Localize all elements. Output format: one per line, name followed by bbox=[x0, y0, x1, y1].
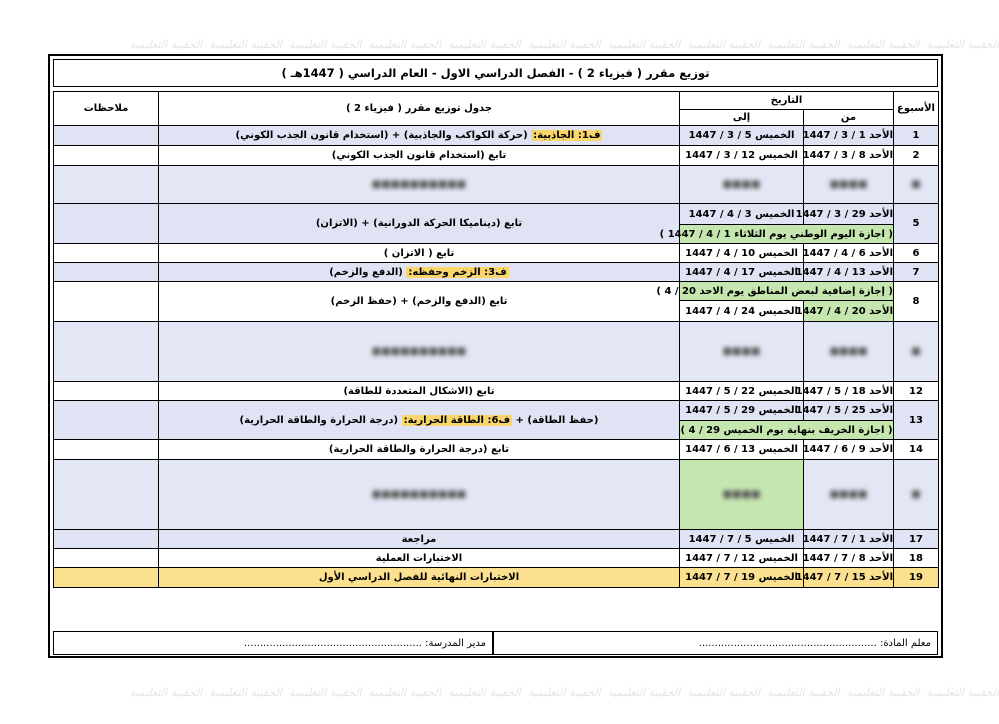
header-from: من bbox=[804, 110, 894, 126]
page-title: توزيع مقرر ( فيزياء 2 ) - الفصل الدراسي الاول - العام الدراسي ( 1447هـ ) bbox=[53, 59, 938, 87]
chapter-highlight: ف6: الطاقة الحرارية: bbox=[403, 414, 511, 426]
schedule-table: الأسبوع التاريخ جدول توزيع مقرر ( فيزياء 2 ) ملاحظات من إلى 1 الأحد 1 / 3 / 1447 الخميس 5 / 3 / 1447 ف1: الجاذبية: (حركة الكواكب والجاذبية) + (استخدام قانون الجذب الكوني) 2 الأحد 8 / 3 / 1447 الخميس 12 / 3 / 1447 تابع (استخدام قانون الجذب الكوني) ■ ■■■■ ■■■■ ■■■■■■■■■■ 5 الأحد 29 / 3 / 1447 الخميس 3 / 4 / 1447 تابع (ديناميكا الحركة الدورانية) + (الاتزان) ( اجازة اليوم الوطني يوم الثلاثاء 1 / 4 / 1447 ) 6 الأحد 6 / 4 / 1447 الخميس 10 / 4 / 1447 تابع ( الاتزان ) 7 الأحد 13 / 4 / 1447 الخميس 17 / 4 / 1447 ف3: الزخم وحفظه: (الدفع والزخم) 8 ( إجازة إضافية لبعض المناطق يوم الاحد 20 / 4 ) تابع (الدفع والزخم) + (حفظ الزخم) الأحد 20 / 4 / 1447 الخميس 24 / 4 / 1447 ■ ■■■■ ■■■■ ■■■■■■■■■■ 12 الأحد 18 / 5 / 1447 الخميس 22 / 5 / 1447 تابع (الاشكال المتعددة للطاقة) 13 الأحد 25 / 5 / 1447 الخميس 29 / 5 / 1447 (حفظ الطاقة) + ف6: الطاقة الحرارية: (درجة الحرارة والطاقة الحرارية) ( اجازة الخريف بنهاية يوم الخميس 29 / 4 ) 14 الأحد 9 / 6 / 1447 الخميس 13 / 6 / 1447 تابع (درجة الحرارة والطاقة الحرارية) ■ ■■■■ ■■■■ ■■■■■■■■■■ 17 الأحد 1 / 7 / 1447 الخميس 5 / 7 / 1447 مراجعة 18 الأحد 8 / 7 / 1447 الخميس 12 / 7 / 1447 الاختبارات العملية 19 الأحد 15 / 7 / 1447 الخميس 19 / 7 / 1447 الاختبارات النهائية للفصل الدراسي الأول bbox=[53, 91, 939, 588]
watermark: الحقيبة التعليمية الحقيبة التعليمية الحقيبة التعليمية الحقيبة التعليمية الحقيبة التعليمية الحقيبة التعليمية الحقيبة التعليمية الحقيبة التعليمية الحقيبة التعليمية الحقيبة التعليمية الحقيبة التعليمية bbox=[129, 686, 999, 699]
table-row: 8 ( إجازة إضافية لبعض المناطق يوم الاحد 20 / 4 ) تابع (الدفع والزخم) + (حفظ الزخم) bbox=[54, 282, 939, 301]
holiday-note: ( إجازة إضافية لبعض المناطق يوم الاحد 20 / 4 ) bbox=[680, 282, 894, 301]
teacher-signature: معلم المادة: ........................................................ bbox=[493, 631, 938, 655]
header-notes: ملاحظات bbox=[54, 92, 159, 126]
table-row: 12 الأحد 18 / 5 / 1447 الخميس 22 / 5 / 1447 تابع (الاشكال المتعددة للطاقة) bbox=[54, 382, 939, 401]
table-row: 2 الأحد 8 / 3 / 1447 الخميس 12 / 3 / 1447 تابع (استخدام قانون الجذب الكوني) bbox=[54, 146, 939, 166]
table-row: 6 الأحد 6 / 4 / 1447 الخميس 10 / 4 / 1447 تابع ( الاتزان ) bbox=[54, 244, 939, 263]
header-course: جدول توزيع مقرر ( فيزياء 2 ) bbox=[159, 92, 680, 126]
table-row-blurred: ■ ■■■■ ■■■■ ■■■■■■■■■■ bbox=[54, 322, 939, 382]
watermark: الحقيبة التعليمية الحقيبة التعليمية الحقيبة التعليمية الحقيبة التعليمية الحقيبة التعليمية الحقيبة التعليمية الحقيبة التعليمية الحقيبة التعليمية الحقيبة التعليمية الحقيبة التعليمية الحقيبة التعليمية bbox=[129, 38, 999, 51]
table-row: 18 الأحد 8 / 7 / 1447 الخميس 12 / 7 / 1447 الاختبارات العملية bbox=[54, 549, 939, 568]
table-row: 5 الأحد 29 / 3 / 1447 الخميس 3 / 4 / 1447 تابع (ديناميكا الحركة الدورانية) + (الاتزان) bbox=[54, 204, 939, 225]
table-row: 13 الأحد 25 / 5 / 1447 الخميس 29 / 5 / 1447 (حفظ الطاقة) + ف6: الطاقة الحرارية: (درجة الحرارة والطاقة الحرارية) bbox=[54, 401, 939, 421]
header-to: إلى bbox=[680, 110, 804, 126]
signature-footer bbox=[53, 631, 938, 655]
table-row-blurred: ■ ■■■■ ■■■■ ■■■■■■■■■■ bbox=[54, 166, 939, 204]
chapter-highlight: ف3: الزخم وحفظه: bbox=[408, 266, 507, 278]
table-row-blurred: ■ ■■■■ ■■■■ ■■■■■■■■■■ bbox=[54, 460, 939, 530]
table-row: 14 الأحد 9 / 6 / 1447 الخميس 13 / 6 / 1447 تابع (درجة الحرارة والطاقة الحرارية) bbox=[54, 440, 939, 460]
document-frame bbox=[48, 54, 943, 658]
table-row: 19 الأحد 15 / 7 / 1447 الخميس 19 / 7 / 1447 الاختبارات النهائية للفصل الدراسي الأول bbox=[54, 568, 939, 588]
principal-signature: مدير المدرسة: ........................................................ bbox=[53, 631, 493, 655]
holiday-note: ( اجازة اليوم الوطني يوم الثلاثاء 1 / 4 / 1447 ) bbox=[680, 225, 894, 244]
chapter-highlight: ف1: الجاذبية: bbox=[533, 130, 601, 141]
header-week: الأسبوع bbox=[894, 92, 939, 126]
table-row: 17 الأحد 1 / 7 / 1447 الخميس 5 / 7 / 1447 مراجعة bbox=[54, 530, 939, 549]
table-row: 7 الأحد 13 / 4 / 1447 الخميس 17 / 4 / 1447 ف3: الزخم وحفظه: (الدفع والزخم) bbox=[54, 263, 939, 282]
table-row: 1 الأحد 1 / 3 / 1447 الخميس 5 / 3 / 1447 ف1: الجاذبية: (حركة الكواكب والجاذبية) + (استخدام قانون الجذب الكوني) bbox=[54, 126, 939, 146]
header-date: التاريخ bbox=[680, 92, 894, 110]
holiday-note: ( اجازة الخريف بنهاية يوم الخميس 29 / 4 ) bbox=[680, 421, 894, 440]
